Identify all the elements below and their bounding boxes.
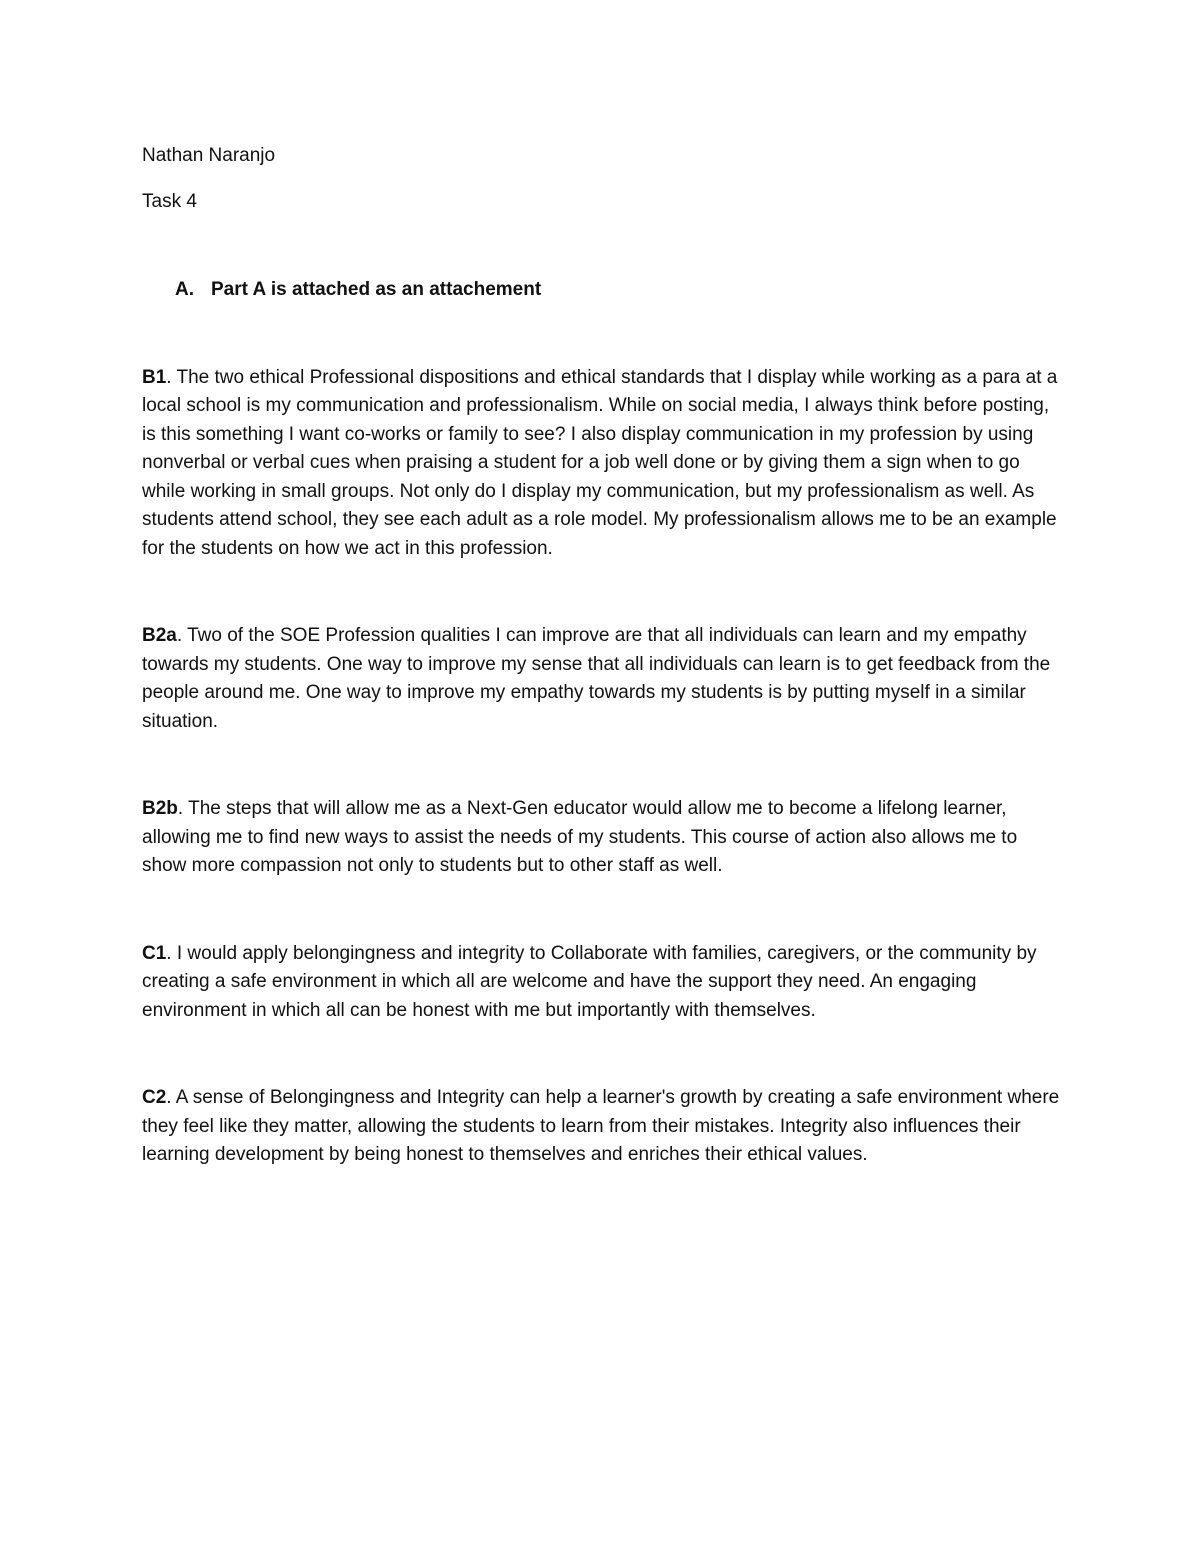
author-name: Nathan Naranjo xyxy=(142,145,276,166)
section-c2 xyxy=(142,1084,1062,1170)
section-c2-tag: C2 xyxy=(142,1087,167,1108)
section-b1-tag: B1 xyxy=(142,366,167,388)
section-b2b-text: . The steps that will allow me as a Next-Gen educator would allow me to become a lifelong learner, allowing me to find new ways to assist the needs of my students. This course of action also allows me to show more compassion not only to students but to other staff as well. xyxy=(142,798,1018,876)
section-c1-text: . I would apply belongingness and integrity to Collaborate with families, caregivers, or the community by creating a safe environment in which all are welcome and have the support they need. An engaging environment in which all can be honest with me but importantly with themselves. xyxy=(142,942,1037,1021)
section-b1 xyxy=(142,364,1062,564)
part-a-marker: A. xyxy=(175,279,194,300)
section-b2a-tag: B2a xyxy=(142,625,177,646)
document-page xyxy=(142,142,1062,1170)
section-b2a xyxy=(142,622,1062,736)
part-a-text: Part A is attached as an attachement xyxy=(211,279,542,300)
section-b2a-text: . Two of the SOE Profession qualities I can improve are that all individuals can learn and my empathy towards my students. One way to improve my sense that all individuals can learn is to get feedback from the people around me. One way to improve my empathy towards my students is by putting myself in a similar situation. xyxy=(142,625,1051,732)
section-b2b xyxy=(142,795,1062,881)
section-c1-tag: C1 xyxy=(142,942,167,964)
section-b1-text: . The two ethical Professional dispositions and ethical standards that I display while working as a para at a local school is my communication and professionalism. While on social media, I always think before posting, is this something I want co-works or family to see? I also display communication in my profession by using nonverbal or verbal cues when praising a student for a job well done or by giving them a sign when to go while working in small groups. Not only do I display my communication, but my professionalism as well. As students attend school, they see each adult as a role model. My professionalism allows me to be an example for the students on how we act in this profession. xyxy=(142,366,1058,559)
task-title: Task 4 xyxy=(142,190,197,212)
section-b2b-tag: B2b xyxy=(142,798,178,819)
part-a-item xyxy=(142,276,1062,305)
section-c1 xyxy=(142,940,1062,1026)
section-c2-text: . A sense of Belongingness and Integrity can help a learner's growth by creating a safe environment where they feel like they matter, allowing the students to learn from their mistakes. Integrity also influences their learning development by being honest to themselves and enriches their ethical values. xyxy=(142,1087,1060,1165)
